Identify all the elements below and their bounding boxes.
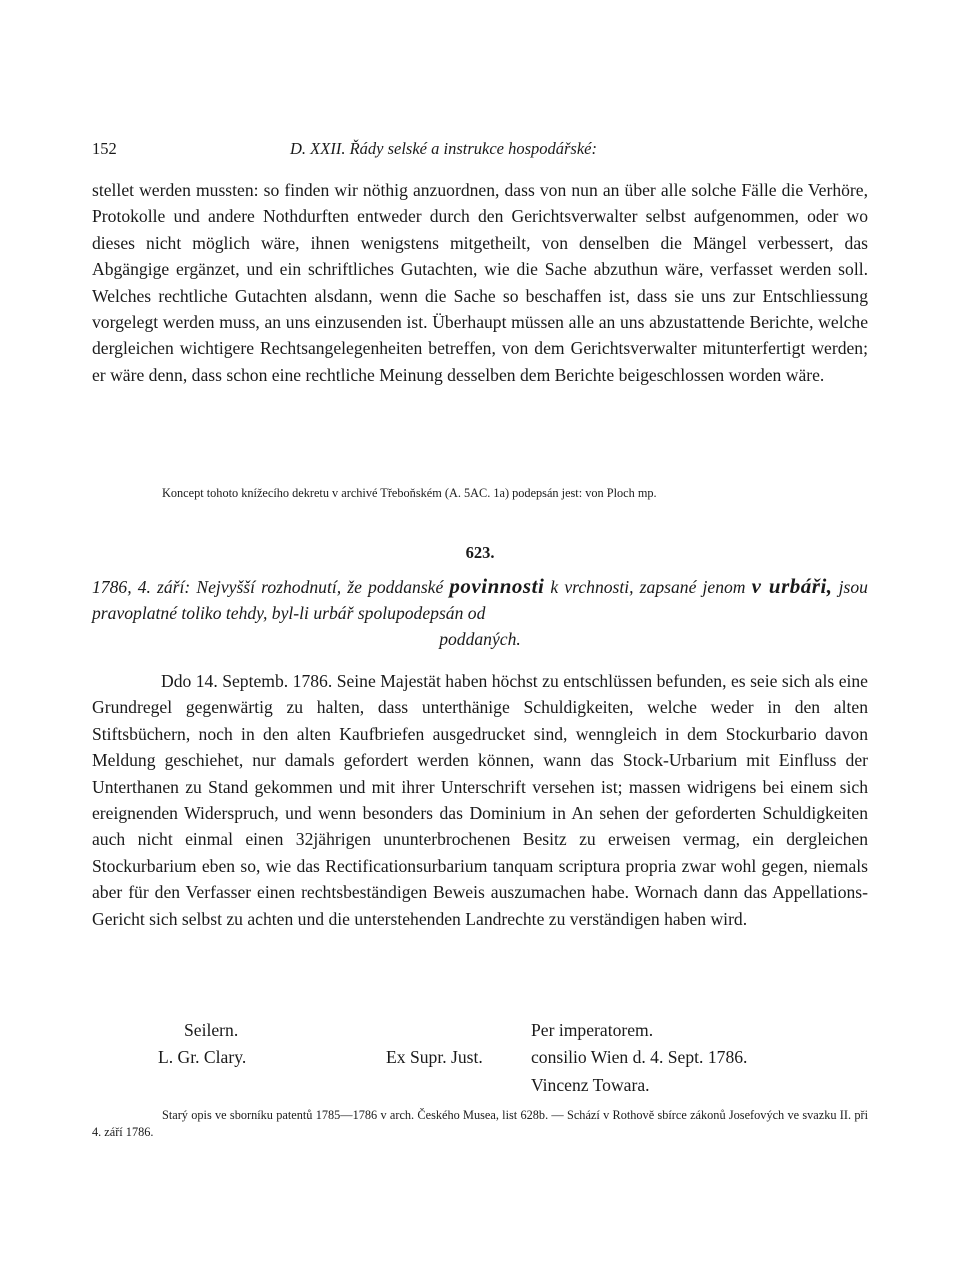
regest-text-2: k vrchnosti, zapsané jenom <box>544 577 752 597</box>
signature-per-imperatorem: Per imperatorem. <box>531 1020 654 1040</box>
regest-keyword-urbar: v urbáři, <box>751 574 833 598</box>
source-footnote: Starý opis ve sborníku patentů 1785—1786 v arch. Českého Musea, list 628b. — Schází v Rothově sbírce zákonů Josefových ve svazku II. při 4. září 1786. <box>92 1108 868 1139</box>
document-body: Ddo 14. Septemb. 1786. Seine Majestät haben höchst zu entschlüssen befunden, es seie sich als eine Grundregel gegenwärtig zu halten, dass unterthänige Schuldigkeiten, welche weder in den alten Stiftsbüchern, noch in den alten Kaufbriefen ausgedrucket sind, wenngleich in dem Stockurbario davon Meldung geschiehet, nur damals gefordert werden können, wann das Stock-Urbarium mit Einfluss der Unterthanen zu Stand gekommen und mit ihrer Unterschrift versehen ist; massen widrigens bei einem sich ereignenden Widerspruch, und wenn besonders das Dominium in An sehen der geforderten Schuldigkeiten auch nicht einmal einen 32jährigen ununterbrochenen Besitz zu erweisen vermag, ein dergleichen Stockurbarium eben so, wie das Rectificationsurbarium tanquam scriptura propria zwar wohl gegen, niemals aber für den Verfasser einen rechtsbeständigen Beweis auszumachen habe. Wornach dann das Appellations-Gericht sich selbst zu achten und die unterstehenden Landrechte zu verständigen haben wird. <box>92 671 868 929</box>
regest-keyword-povinnosti: povinnosti <box>449 574 545 598</box>
signature-consilio-wien: consilio Wien d. 4. Sept. 1786. <box>531 1047 748 1067</box>
document-number: 623. <box>465 543 495 562</box>
page-number: 152 <box>92 139 117 158</box>
signature-vincenz-towara: Vincenz Towara. <box>531 1075 650 1095</box>
signature-row-2 <box>92 1047 868 1073</box>
regest-text-1: 1786, 4. září: Nejvyšší rozhodnutí, že poddanské <box>92 577 450 597</box>
running-head: D. XXII. Řády selské a instrukce hospodářské: <box>290 139 597 158</box>
signature-row-3 <box>92 1075 868 1101</box>
archival-note: Koncept tohoto knížecího dekretu v archivé Třeboňském (A. 5AC. 1a) podepsán jest: von Ploch mp. <box>162 486 657 500</box>
signature-ex-supr-just: Ex Supr. Just. <box>386 1047 483 1067</box>
signature-clary: L. Gr. Clary. <box>158 1047 247 1067</box>
regest-text-last: poddaných. <box>439 629 521 649</box>
document-regest <box>92 573 868 652</box>
page-header <box>92 139 868 163</box>
signature-row-1 <box>92 1020 868 1046</box>
signature-seilern: Seilern. <box>184 1020 239 1040</box>
previous-document-text: stellet werden mussten: so finden wir nöthig anzuordnen, dass von nun an über alle solche Fälle die Verhöre, Protokolle und andere Nothdurften entweder durch den Gerichtsverwalter selbst aufgenommen, oder wo dieses nicht möglich wäre, ihnen wenigstens mitgetheilt, von denselben die Mängel verbessert, das Abgängige ergänzet, und ein schriftliches Gutachten, wie die Sache abzuthun wäre, verfasset werden soll. Welches rechtliche Gutachten alsdann, wenn die Sache so beschaffen ist, dass sie uns zur Entschliessung vorgelegt werden muss, an uns einzusenden ist. Überhaupt müssen alle an uns abzustattende Berichte, welche dergleichen wichtigere Rechtsangelegenheiten betreffen, von dem Gerichtsverwalter mitunterfertigt werden; er wäre denn, dass schon eine rechtliche Meinung desselben dem Berichte beigeschlossen worden wäre. <box>92 180 868 385</box>
regest-text-3: jsou pravoplatné toliko tehdy, byl-li urbář spolupodepsán od <box>92 577 868 623</box>
document-page <box>92 0 868 1286</box>
